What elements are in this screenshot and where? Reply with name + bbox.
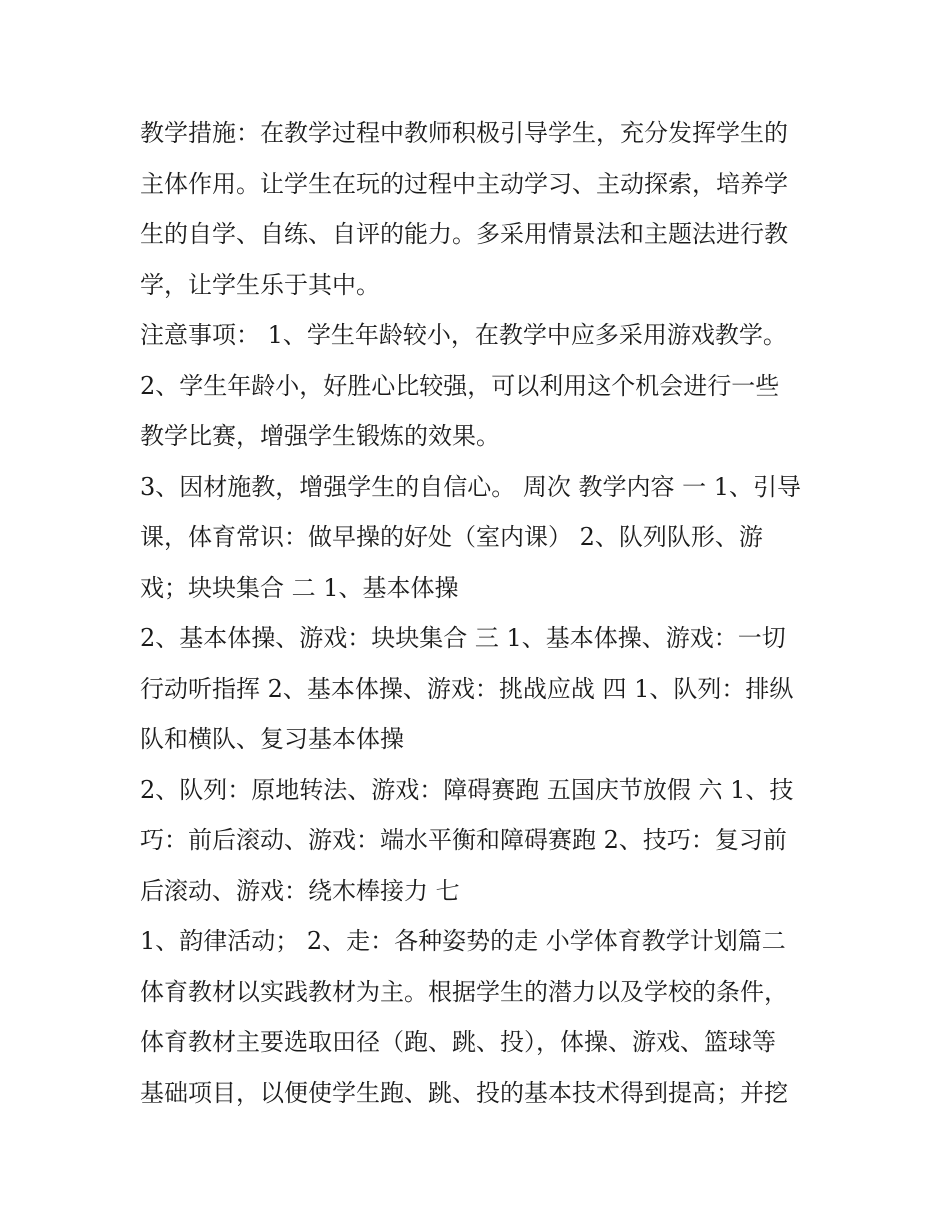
text-line: 戏；块块集合 二 1、基本体操	[140, 573, 459, 602]
text-line: 体育教材主要选取田径（跑、跳、投），体操、游戏、篮球等	[140, 1028, 776, 1056]
document-body	[140, 108, 820, 1118]
text-line: 巧：前后滚动、游戏：端水平衡和障碍赛跑 2、技巧：复习前	[140, 826, 787, 854]
text-line: 学，让学生乐于其中。	[140, 270, 380, 299]
text-line: 行动听指挥 2、基本体操、游戏：挑战应战 四 1、队列：排纵	[140, 674, 794, 703]
text-line: 教学比赛，增强学生锻炼的效果。	[140, 422, 500, 450]
text-line: 课，体育常识：做早操的好处（室内课） 2、队列队形、游	[140, 523, 763, 551]
text-line: 1、韵律活动； 2、走：各种姿势的走 小学体育教学计划篇二	[140, 927, 786, 955]
text-line: 注意事项： 1、学生年龄较小，在教学中应多采用游戏教学。	[140, 321, 787, 349]
text-line: 主体作用。让学生在玩的过程中主动学习、主动探索，培养学	[140, 169, 788, 198]
text-line: 生的自学、自练、自评的能力。多采用情景法和主题法进行教	[140, 220, 788, 248]
text-line: 2、学生年龄小，好胜心比较强，可以利用这个机会进行一些	[140, 371, 780, 400]
text-line: 基础项目，以便使学生跑、跳、投的基本技术得到提高；并挖	[140, 1078, 788, 1107]
text-line: 2、基本体操、游戏：块块集合 三 1、基本体操、游戏：一切	[140, 624, 786, 652]
text-line: 教学措施：在教学过程中教师积极引导学生，充分发挥学生的	[140, 119, 788, 147]
text-line: 3、因材施教，增强学生的自信心。 周次 教学内容 一 1、引导	[140, 472, 802, 501]
text-line: 队和横队、复习基本体操	[140, 725, 404, 753]
text-line: 体育教材以实践教材为主。根据学生的潜力以及学校的条件，	[140, 977, 788, 1006]
text-line: 2、队列：原地转法、游戏：障碍赛跑 五国庆节放假 六 1、技	[140, 775, 794, 804]
text-line: 后滚动、游戏：绕木棒接力 七	[140, 876, 460, 905]
